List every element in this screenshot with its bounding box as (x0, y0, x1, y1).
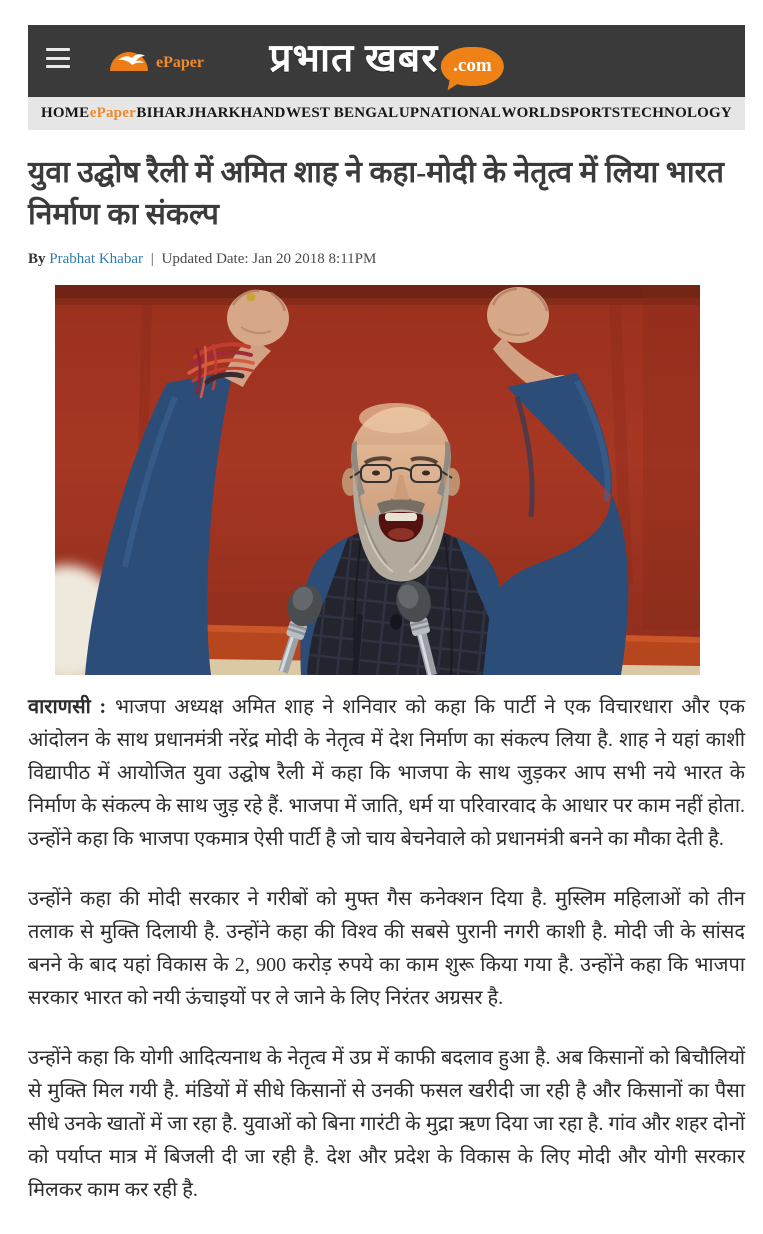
site-logo[interactable] (269, 33, 503, 86)
nav-item-up[interactable]: UP (398, 105, 420, 121)
site-logo-text: प्रभात खबर (269, 37, 439, 80)
nav-item-national[interactable]: NATIONAL (419, 105, 502, 121)
article-image (55, 285, 700, 675)
dateline: वाराणसी : (28, 696, 107, 718)
article-content (28, 130, 745, 1234)
menu-icon[interactable] (46, 48, 70, 68)
article-paragraph-1: वाराणसी : भाजपा अध्यक्ष अमित शाह ने शनिवार को कहा कि पार्टी ने एक विचारधारा और एक आंदोलन के साथ प्रधानमंत्री नरेंद्र मोदी के नेतृत्व में देश निर्माण का संकल्प लिया है. शाह ने यहां काशी विद्यापीठ में आयोजित युवा उद्घोष रैली में कहा कि भाजपा के साथ जुड़कर आप सभी नये भारत के निर्माण के संकल्प के साथ जुड़ रहे हैं. भाजपा में जाति, धर्म या परिवारवाद के आधार पर काम नहीं होता. उन्होंने कहा कि भाजपा एकमात्र ऐसी पार्टी है जो चाय बेचनेवाले को प्रधानमंत्री बनने का मौका देती है. (28, 696, 745, 850)
article-paragraph-2: उन्होंने कहा की मोदी सरकार ने गरीबों को मुफ्त गैस कनेक्शन दिया है. मुस्लिम महिलाओं को तीन तलाक से मुक्ति दिलायी है. उन्होंने कहा की विश्व की सबसे पुरानी नगरी काशी है. मोदी जी के सांसद बनने के बाद यहां विकास के 2, 900 करोड़ रुपये का काम शुरू किया गया है. उन्होंने कहा कि भाजपा सरकार भारत को नयी ऊंचाइयों पर ले जाने के लिए निरंतर अग्रसर है. (28, 888, 745, 1009)
article-byline (28, 251, 745, 268)
main-navbar (28, 97, 745, 130)
nav-item-west-bengal[interactable]: WEST BENGAL (285, 105, 399, 121)
nav-item-world[interactable]: WORLD (501, 105, 561, 121)
nav-item-epaper[interactable]: ePaper (89, 105, 136, 121)
dotcom-bubble: .com (441, 47, 504, 86)
nav-item-jharkhand[interactable]: JHARKHAND (187, 105, 286, 121)
site-header (28, 25, 745, 97)
nav-item-bihar[interactable]: BIHAR (136, 105, 187, 121)
nav-item-sports[interactable]: SPORTS (561, 105, 621, 121)
byline-separator: | (150, 251, 154, 267)
byline-prefix: By (28, 251, 46, 267)
nav-item-home[interactable]: HOME (41, 105, 90, 121)
rally-photo-illustration (55, 285, 700, 675)
epaper-label: ePaper (156, 53, 204, 71)
article-headline: युवा उद्घोष रैली में अमित शाह ने कहा-मोदी के नेतृत्व में लिया भारत निर्माण का संकल्प (28, 156, 724, 231)
article-paragraph-3: उन्होंने कहा कि योगी आदित्यनाथ के नेतृत्व में उप्र में काफी बदलाव हुआ है. अब किसानों को बिचौलियों से मुक्ति मिल गयी है. मंडियों में सीधे किसानों से उनकी फसल खरीदी जा रही है और किसानों का पैसा सीधे उनके खातों में जा रहा है. युवाओं को बिना गारंटी के मुद्रा ऋण दिया जा रहा है. गांव और शहर दोनों को पर्याप्त मात्र में बिजली दी जा रही है. देश और प्रदेश के विकास के लिए मोदी और योगी सरकार मिलकर काम कर रही है. (28, 1047, 745, 1201)
byline-updated-date: Updated Date: Jan 20 2018 8:11PM (161, 251, 377, 267)
epaper-link[interactable] (108, 47, 204, 78)
epaper-sunbird-icon (108, 47, 150, 78)
nav-item-technology[interactable]: TECHNOLOGY (620, 105, 732, 121)
article-body (28, 691, 745, 1207)
byline-author-link[interactable]: Prabhat Khabar (49, 251, 143, 267)
